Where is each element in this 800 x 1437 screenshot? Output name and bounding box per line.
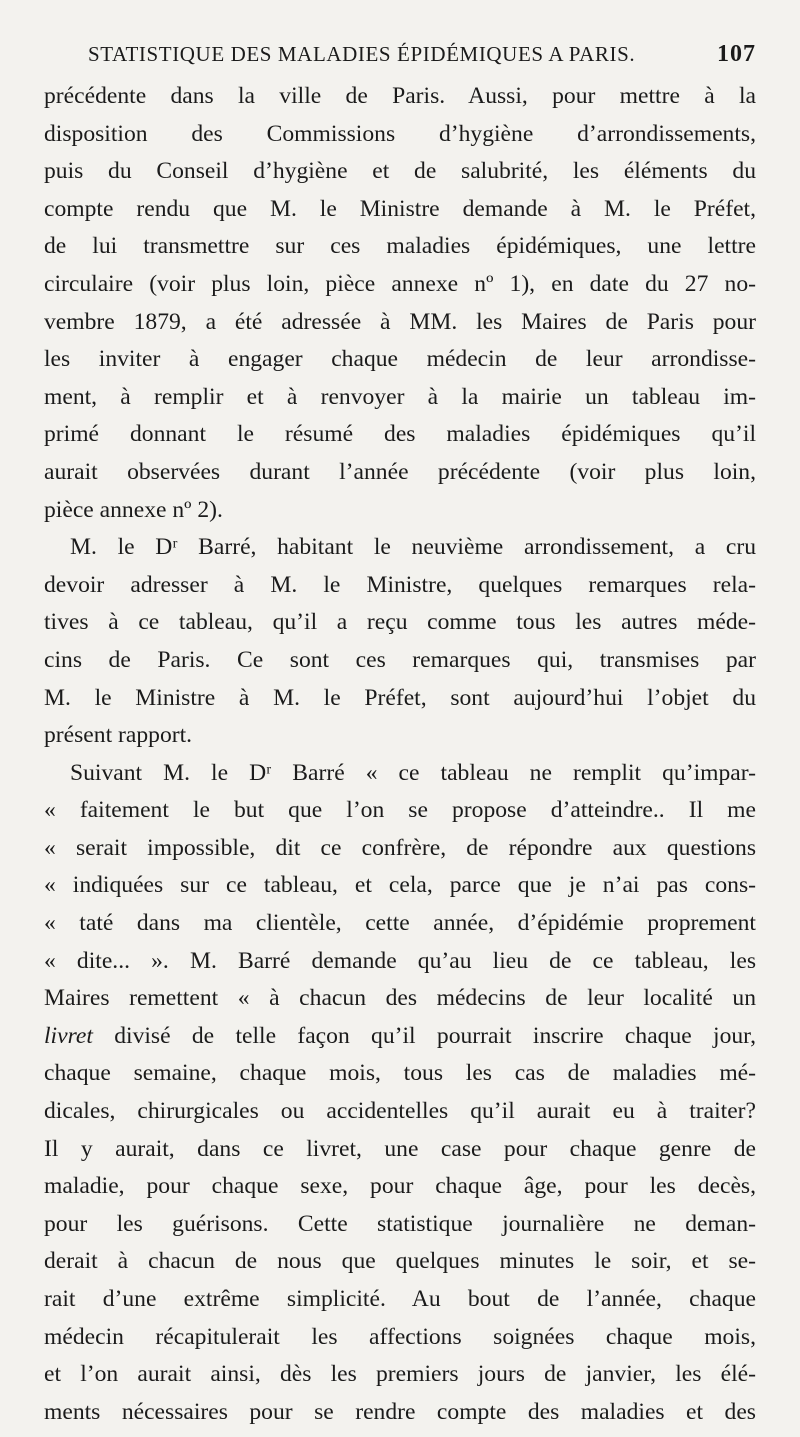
text-line: ment, à remplir et à renvoyer à la mairie un tableau im- [44,383,756,410]
text-line: tives à ce tableau, qu’il a reçu comme tous les autres méde- [44,609,756,636]
text-line: Il y aurait, dans ce livret, une case pour chaque genre de [44,1135,756,1162]
text-line: livret divisé de telle façon qu’il pourrait inscrire chaque jour, [44,1022,756,1049]
show-through-ghost [0,0,800,36]
text-line: précédente dans la ville de Paris. Aussi, pour mettre à la [44,83,756,109]
text-line: présent rapport. [44,722,193,749]
page [44,34,756,1431]
text-line: M. le Ministre à M. le Préfet, sont aujourd’hui l’objet du [44,684,756,711]
italic-word: livret [44,1022,93,1049]
text-line: « taté dans ma clientèle, cette année, d’épidémie proprement [44,910,756,937]
text-line: « indiquées sur ce tableau, et cela, parce que je n’ai pas cons- [44,872,756,899]
text-line: ments nécessaires pour se rendre compte des maladies et des [44,1398,756,1425]
text-line: « dite... ». M. Barré demande qu’au lieu de ce tableau, les [44,947,756,974]
body-text [44,78,756,1431]
text-line: vembre 1879, a été adressée à MM. les Maires de Paris pour [44,308,756,335]
text-line: Maires remettent « à chacun des médecins de leur localité un [44,985,756,1012]
text-line: de lui transmettre sur ces maladies épidémiques, une lettre [44,233,756,260]
text-line: primé donnant le résumé des maladies épidémiques qu’il [44,421,756,448]
text-line: circulaire (voir plus loin, pièce annexe nº 1), en date du 27 no- [44,270,756,297]
text-line: aurait observées durant l’année précédente (voir plus loin, [44,458,756,485]
text-line: et l’on aurait ainsi, dès les premiers jours de janvier, les élé- [44,1361,756,1388]
text-line: M. le Dʳ Barré, habitant le neuvième arrondissement, a cru [70,534,756,561]
text-line: cins de Paris. Ce sont ces remarques qui, transmises par [44,646,756,673]
running-head-title: STATISTIQUE DES MALADIES ÉPIDÉMIQUES A PARIS. [88,42,636,66]
text-line: devoir adresser à M. le Ministre, quelques remarques rela- [44,571,756,598]
text-line: « serait impossible, dit ce confrère, de répondre aux questions [44,834,756,861]
page-number: 107 [717,41,756,67]
text-line: rait d’une extrême simplicité. Au bout de l’année, chaque [44,1286,756,1312]
text-line: les inviter à engager chaque médecin de leur arrondisse- [44,346,756,373]
text-line: « faitement le but que l’on se propose d’atteindre.. Il me [44,797,756,824]
text-line: dicales, chirurgicales ou accidentelles qu’il aurait eu à traiter? [44,1098,756,1125]
text-line: médecin récapitulerait les affections soignées chaque mois, [44,1323,756,1350]
text-line: chaque semaine, chaque mois, tous les cas de maladies mé- [44,1060,756,1087]
text-line: pièce annexe nº 2). [44,496,223,523]
text-line: compte rendu que M. le Ministre demande à M. le Préfet, [44,195,756,222]
text-line: Suivant M. le Dʳ Barré « ce tableau ne remplit qu’impar- [70,759,756,786]
text-line: derait à chacun de nous que quelques minutes le soir, et se- [44,1248,756,1275]
running-head [44,34,756,74]
text-line: pour les guérisons. Cette statistique journalière ne deman- [44,1210,756,1237]
text-line: puis du Conseil d’hygiène et de salubrité, les éléments du [44,158,756,185]
text-line: disposition des Commissions d’hygiène d’arrondissements, [44,120,756,147]
text-line: maladie, pour chaque sexe, pour chaque âge, pour les decès, [44,1173,756,1200]
